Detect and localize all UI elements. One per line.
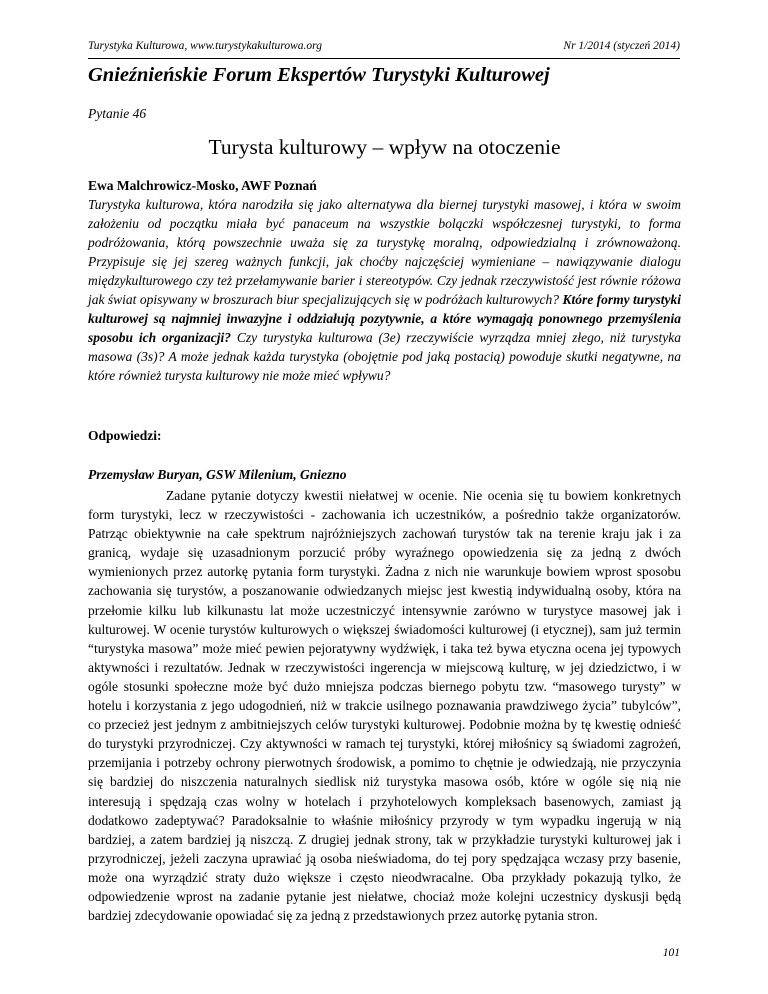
question-text-bold: Które formy turystyki kulturowej są najmniej inwazyjne i oddziałują pozytywnie, a które wymagają ponownego przemyślenia sposobu ich organizacji?	[88, 292, 681, 345]
response-text: Zadane pytanie dotyczy kwestii niełatwej w ocenie. Nie ocenia się tu bowiem konkretnych form turystyki, lecz w rzeczywistości - zachowania ich uczestników, a pośrednio także organizatorów. Patrząc obiektywnie na całe spektrum najróżniejszych zachowań turystów tak na terenie kraju jak i za granicą, wydaje się uzasadnionym porzucić próby wyraźnego opowiedzenia się za jedną z dwóch wymienionych przez autorkę pytania form turystyki. Żadna z nich nie warunkuje bowiem wprost sposobu zachowania się turystów, a poszanowanie odwiedzanych miejsc jest kwestią indywidualną osoby, która na przełomie kilku lub kilkunastu lat może uczestniczyć intensywnie zarówno w turystyce masowej jak i kulturowej. W ocenie turystów kulturowych o większej świadomości kulturowej (i etycznej), sam już termin “turystyka masowa” może mieć pewien pejoratywny wydźwięk, i taka też bywa etyczna ocena jej typowych aktywności i rezultatów. Jednak w rzeczywistości ingerencja w miejscową kulturę, w jej dziedzictwo, i w ogóle stosunki społeczne może być dużo mniejsza podczas biernego pobytu tzw. “masowego turysty” w hotelu i korzystania z jego udogodnień, niż w trakcie usilnego poznawania prawdziwego życia” tubylców”, co przecież jest jednym z ambitniejszych celów turystyki kulturowej. Podobnie można by tę kwestię odnieść do turystyki przyrodniczej. Czy aktywności w ramach tej turystyki, której miłośnicy są świadomi zagrożeń, przemijania i potrzeby ochrony pierwotnych środowisk, a pomimo to chętnie je odwiedzają, nie przyczynia się bardziej do niszczenia naturalnych siedlisk niż turystyka masowa osób, które w ogóle się nią nie interesują i spędzają czas wolny w hotelach i przyhotelowych kompleksach basenowych, zamiast ją dodatkowo zadeptywać? Paradoksalnie to właśnie miłośnicy przyrody w tym wypadku ingerują w nią bardziej, a zatem bardziej ją niszczą. Z drugiej jednak strony, tak w przykładzie turystyki kulturowej jak i przyrodniczej, jeżeli zaczyna uprawiać ją osoba nieświadoma, do tej pory spędzająca wczasy przy basenie, może ona wyrządzić straty dużo większe i często nieodwracalne. Oba przykłady pokazują tylko, że odpowiedzenie wprost na zadanie pytanie jest niełatwe, chociaż może kolejni uczestnicy dyskusji będą bardziej zdecydowanie opowiadać się za jedną z przedstawionych przez autorkę pytania stron.	[88, 488, 681, 924]
journal-name: Turystyka Kulturowa, www.turystykakulturowa.org	[88, 40, 322, 52]
question-text	[88, 195, 681, 385]
question-author: Ewa Malchrowicz-Mosko, AWF Poznań	[88, 178, 317, 193]
question-text-part-1: Turystyka kulturowa, która narodziła się jako alternatywa dla biernej turystyki masowej, i która w swoim założeniu od początku miała być panaceum na wszystkie bolączki współczesnej turystyki, to forma podróżowania, którą powszechnie uważa się za turystykę moralną, odpowiedzialną i zrównoważoną. Przypisuje się jej szereg ważnych funkcji, jak choćby najczęściej wymieniane – nawiązywanie dialogu międzykulturowego czy też przełamywanie barier i stereotypów. Czy jednak rzeczywistość jest równie różowa jak świat opisywany w broszurach biur specjalizujących się w podróżach kulturowych?	[88, 197, 681, 307]
answers-heading: Odpowiedzi:	[88, 428, 162, 443]
forum-title: Gnieźnieńskie Forum Ekspertów Turystyki Kulturowej	[88, 64, 550, 86]
running-header	[88, 38, 680, 59]
page-number: 101	[662, 947, 680, 959]
issue-info: Nr 1/2014 (styczeń 2014)	[563, 40, 680, 52]
respondent-name: Przemysław Buryan, GSW Milenium, Gniezno	[88, 467, 347, 482]
question-number: Pytanie 46	[88, 106, 147, 121]
question-text-part-2: Czy turystyka kulturowa (3e) rzeczywiście wyrządza mniej złego, niż turystyka masowa (3s)? A może jednak każda turystyka (obojętnie pod jaką postacią) powoduje skutki negatywne, na które również turysta kulturowy nie może mieć wpływu?	[88, 330, 681, 383]
article-title: Turysta kulturowy – wpływ na otoczenie	[208, 135, 561, 159]
